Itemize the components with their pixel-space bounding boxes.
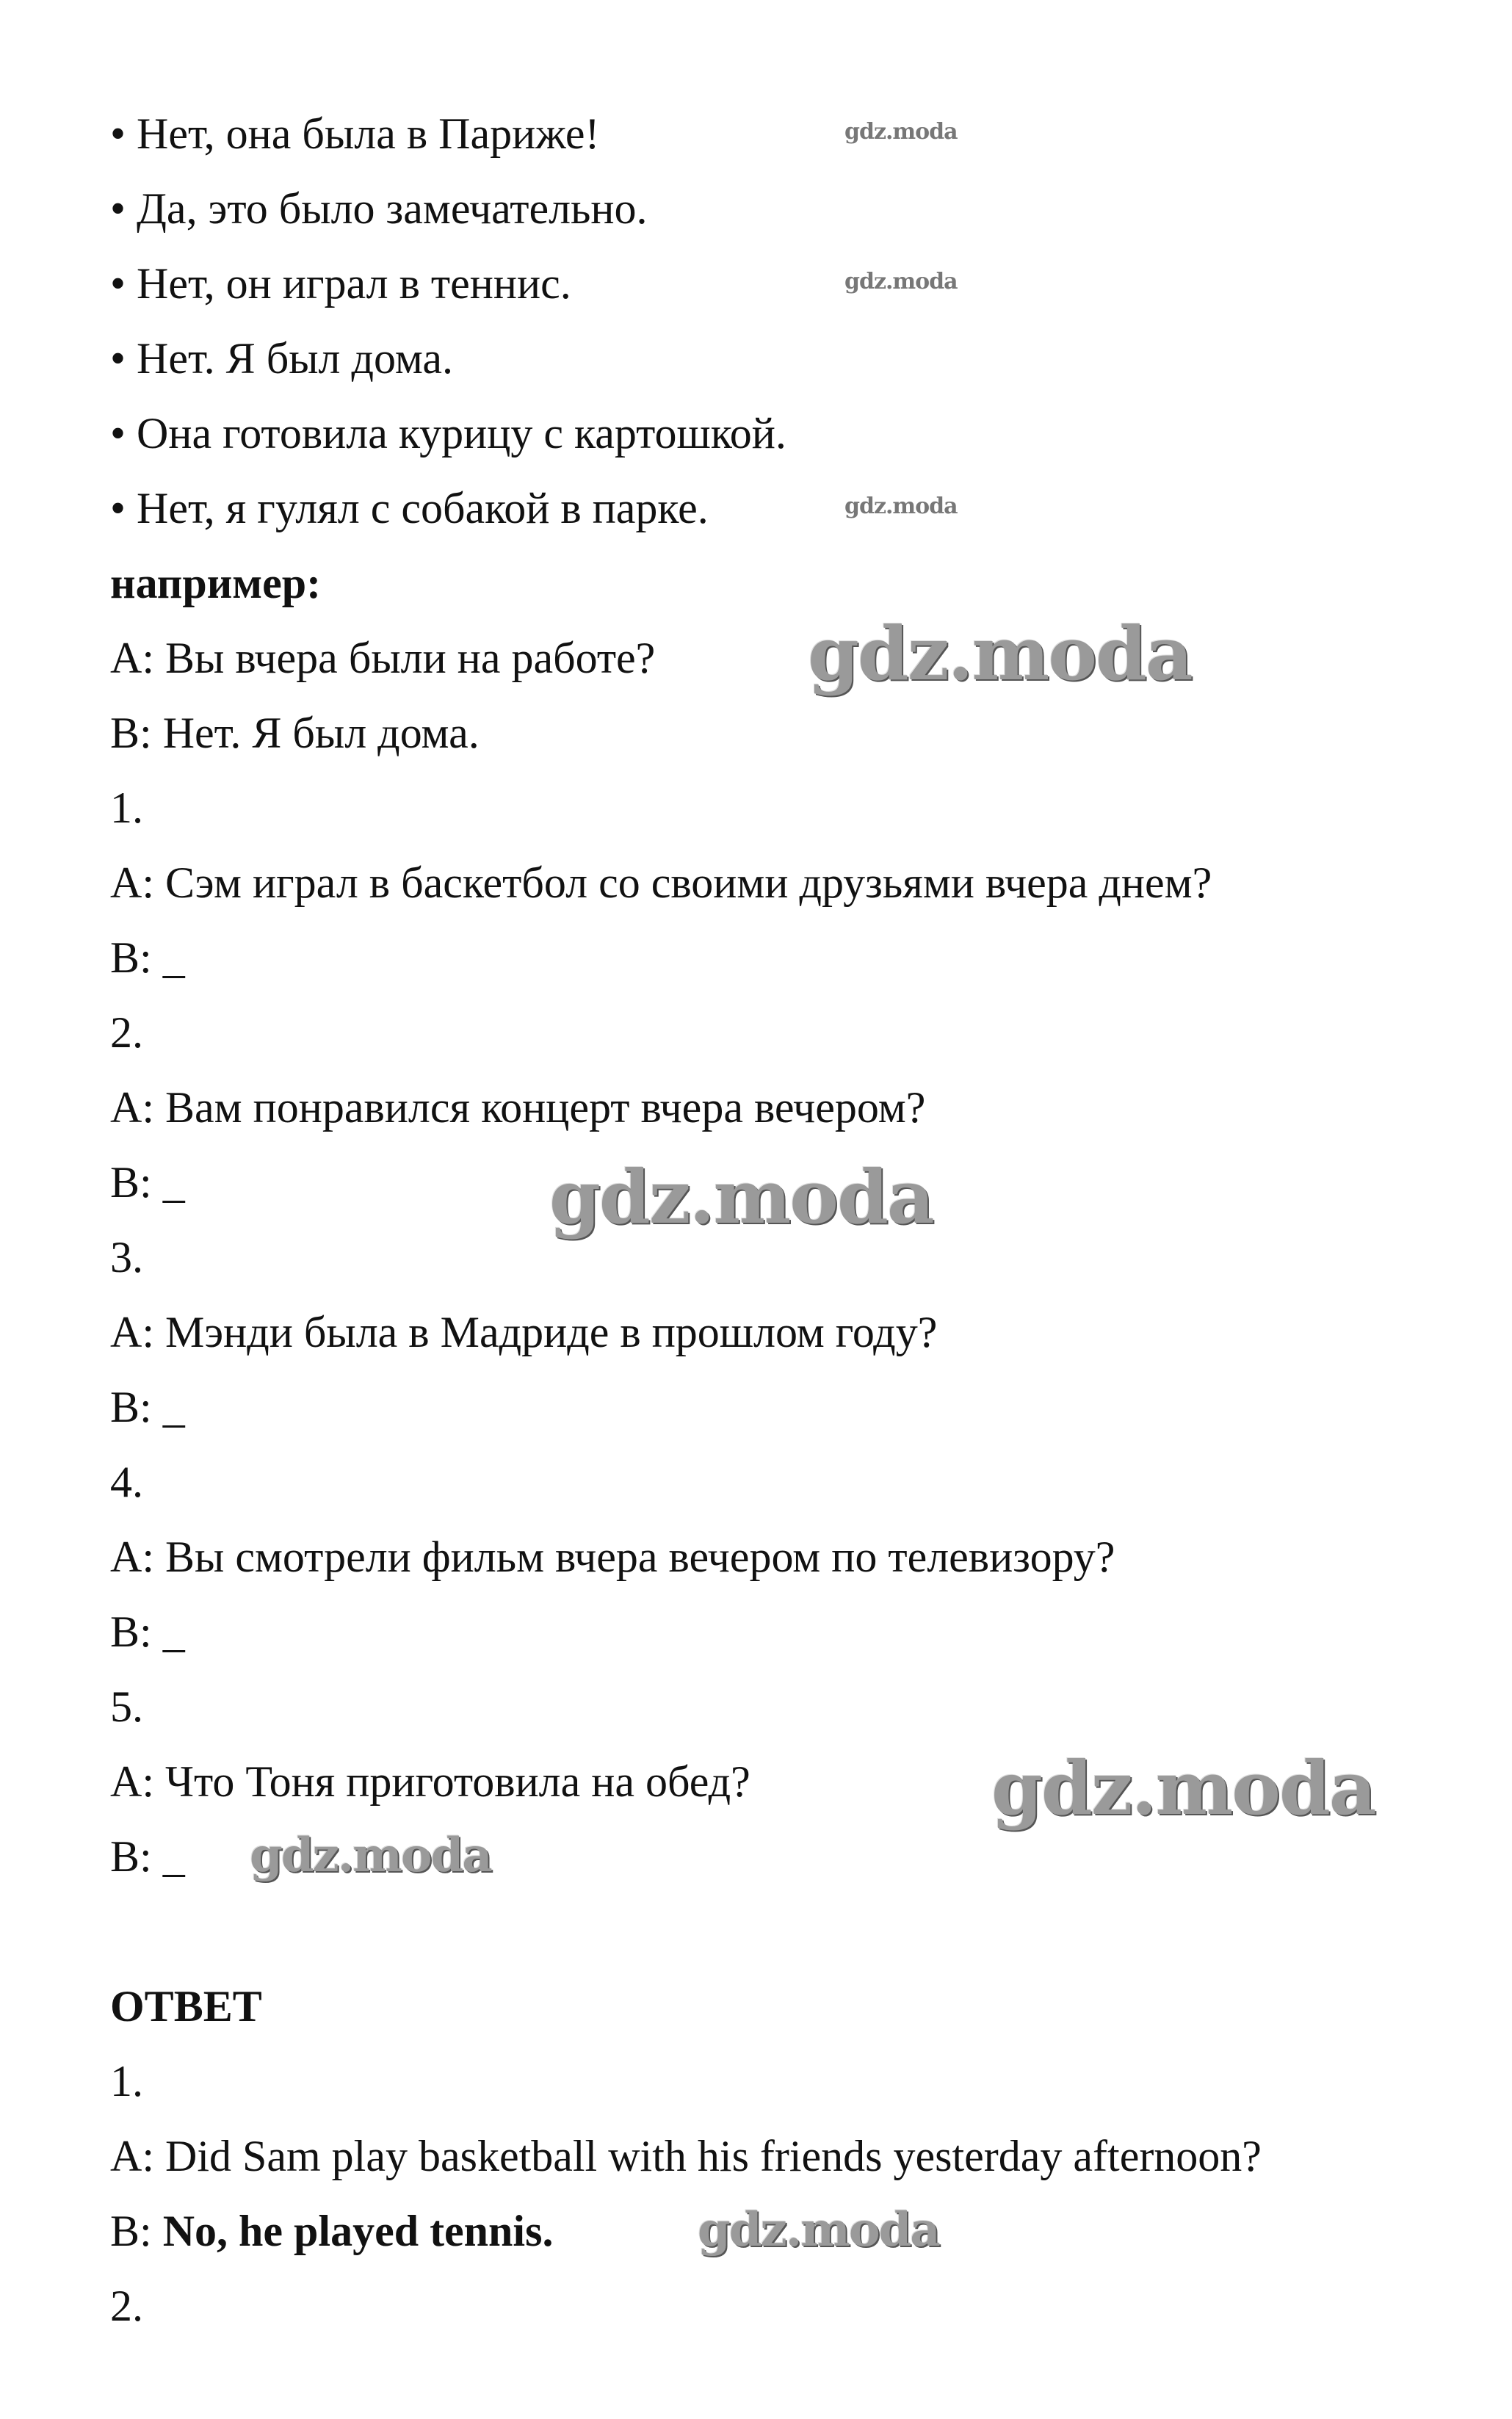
bullet-item: • Она готовила курицу с картошкой. [110,409,786,458]
question-b: B: _ [110,1608,185,1656]
example-question: A: Вы вчера были на работе? [110,634,656,682]
question-a: A: Сэм играл в баскетбол со своими друзьями вчера днем? [110,858,1212,907]
answer-response [110,2194,553,2268]
watermark: gdz.moda [844,493,958,519]
question-b: B: _ [110,1158,185,1207]
question-number: 4. [110,1458,143,1506]
answer-number: 1. [110,2057,143,2105]
bullet-item: • Нет, она была в Париже! [110,109,600,158]
bullet-item: • Нет, он играл в теннис. [110,259,571,308]
answer-question: A: Did Sam play basketball with his friends yesterday afternoon? [110,2132,1262,2180]
example-answer: B: Нет. Я был дома. [110,709,480,757]
watermark: gdz.moda [844,269,958,294]
watermark: gdz.moda [991,1745,1375,1832]
question-a: A: Вы смотрели фильм вчера вечером по телевизору? [110,1533,1115,1581]
spacer [110,1894,117,1969]
question-a: A: Что Тоня приготовила на обед? [110,1757,750,1806]
watermark: gdz.moda [549,1154,933,1240]
question-number: 1. [110,784,143,832]
watermark: gdz.moda [250,1828,491,1883]
answer-prefix: B: [110,2207,163,2255]
bullet-item: • Нет, я гулял с собакой в парке. [110,484,709,532]
bullet-item: • Нет. Я был дома. [110,334,454,383]
watermark: gdz.moda [698,2202,939,2257]
bullet-item: • Да, это было замечательно. [110,184,648,233]
question-b: B: _ [110,1832,185,1881]
question-b: B: _ [110,1383,185,1431]
answer-text: No, he played tennis. [162,2207,554,2255]
example-label: например: [110,559,322,607]
question-number: 5. [110,1682,143,1731]
question-number: 3. [110,1233,143,1281]
question-a: A: Мэнди была в Мадриде в прошлом году? [110,1308,938,1356]
answer-heading: ОТВЕТ [110,1982,262,2031]
question-b: B: _ [110,933,185,982]
watermark: gdz.moda [844,119,958,145]
answer-number: 2. [110,2282,143,2330]
watermark: gdz.moda [808,610,1192,697]
question-a: A: Вам понравился концерт вчера вечером? [110,1083,926,1132]
question-number: 2. [110,1008,143,1057]
